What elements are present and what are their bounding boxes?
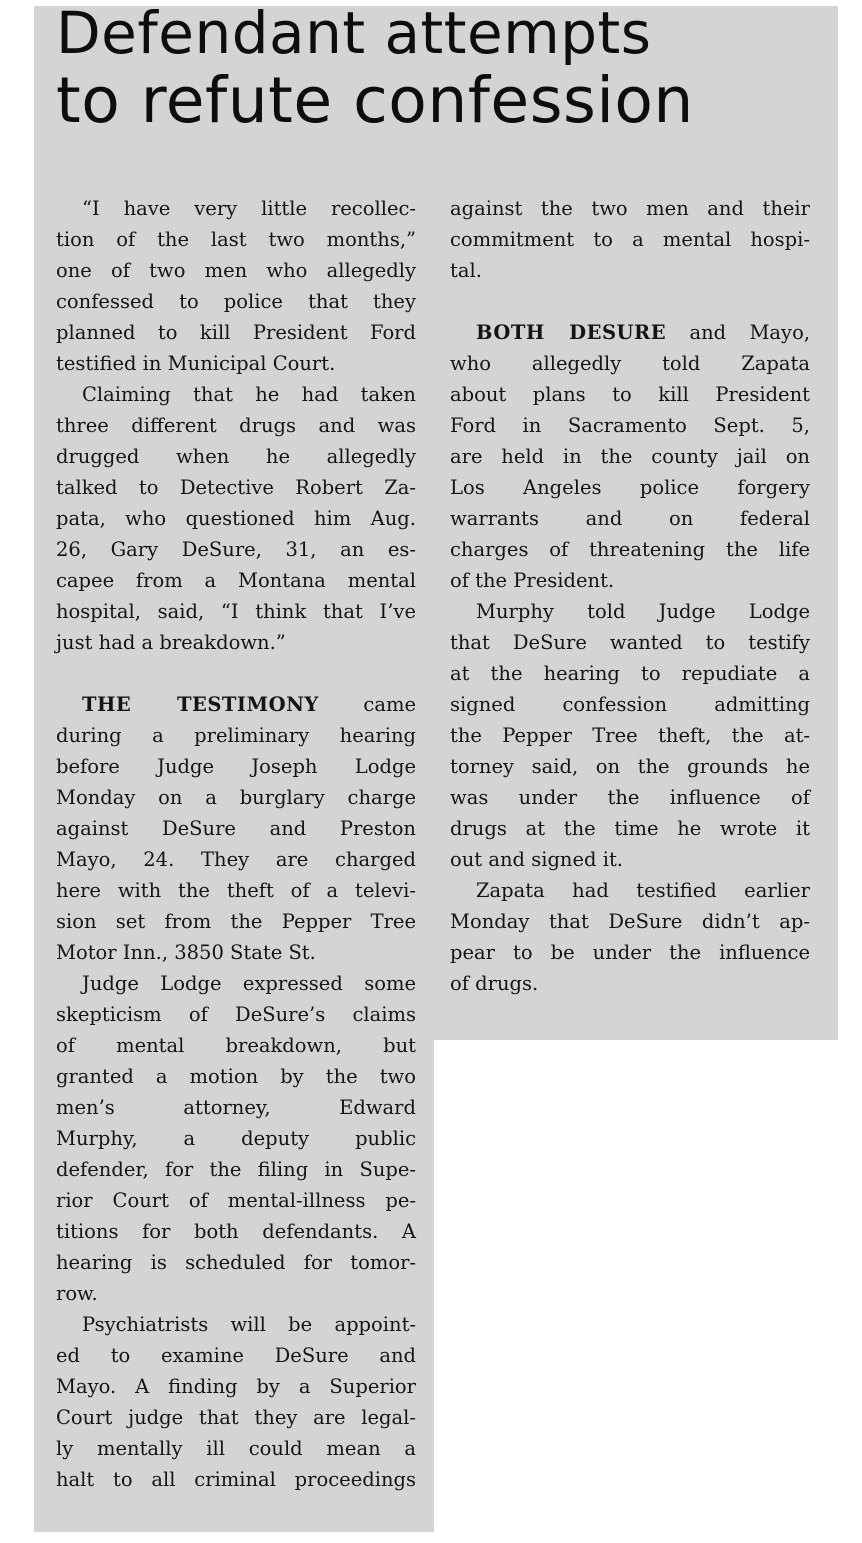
text-line: granted a motion by the two <box>56 1065 416 1088</box>
text-line: hearing is scheduled for tomor- <box>56 1251 416 1274</box>
article-column-right <box>450 193 810 999</box>
text-line <box>450 317 810 348</box>
text-fragment: and Mayo, <box>689 321 811 344</box>
text-line: sion set from the Pepper Tree <box>56 910 416 933</box>
text-line: signed confession admitting <box>450 693 810 716</box>
paragraph-gap <box>56 658 416 689</box>
text-line: that DeSure wanted to testify <box>450 631 810 654</box>
text-line: before Judge Joseph Lodge <box>56 755 416 778</box>
text-line: Monday on a burglary charge <box>56 786 416 809</box>
text-line: men’s attorney, Edward <box>56 1096 416 1119</box>
text-line: titions for both defendants. A <box>56 1220 416 1243</box>
paragraph <box>56 193 416 379</box>
text-line: talked to Detective Robert Za- <box>56 476 416 499</box>
text-line: commitment to a mental hospi- <box>450 228 810 251</box>
text-line: tion of the last two months,” <box>56 228 416 251</box>
text-line: Court judge that they are legal- <box>56 1406 416 1429</box>
text-line: confessed to police that they <box>56 290 416 313</box>
text-line: the Pepper Tree theft, the at- <box>450 724 810 747</box>
paragraph <box>450 193 810 286</box>
paragraph-gap <box>450 286 810 317</box>
text-line: at the hearing to repudiate a <box>450 662 810 685</box>
paragraph <box>56 1309 416 1495</box>
text-line: drugged when he allegedly <box>56 445 416 468</box>
text-line: planned to kill President Ford <box>56 321 416 344</box>
text-line: of the President. <box>450 569 615 592</box>
paragraph <box>450 875 810 999</box>
text-line: here with the theft of a televi- <box>56 879 416 902</box>
text-line: pata, who questioned him Aug. <box>56 507 416 530</box>
text-line: was under the influence of <box>450 786 810 809</box>
text-line: out and signed it. <box>450 848 623 871</box>
text-line: three different drugs and was <box>56 414 416 437</box>
text-line: about plans to kill President <box>450 383 810 406</box>
text-line: Murphy told Judge Lodge <box>476 600 810 623</box>
text-line: Psychiatrists will be appoint- <box>82 1313 416 1336</box>
text-line: drugs at the time he wrote it <box>450 817 810 840</box>
text-line: Motor Inn., 3850 State St. <box>56 941 316 964</box>
text-line <box>56 689 416 720</box>
headline-line-1: Defendant attempts <box>56 0 652 67</box>
paragraph <box>56 689 416 968</box>
text-line: tal. <box>450 259 482 282</box>
text-line: halt to all criminal proceedings <box>56 1468 416 1491</box>
article-headline <box>56 0 826 137</box>
text-line: of drugs. <box>450 972 539 995</box>
section-kicker: BOTH DESURE <box>476 321 667 344</box>
article-column-left <box>56 193 416 1495</box>
text-line: Los Angeles police forgery <box>450 476 810 499</box>
text-line: charges of threatening the life <box>450 538 810 561</box>
text-line: against DeSure and Preston <box>56 817 416 840</box>
text-line: hospital, said, “I think that I’ve <box>56 600 416 623</box>
text-line: 26, Gary DeSure, 31, an es- <box>56 538 416 561</box>
headline-line-2: to refute confession <box>56 64 694 137</box>
text-line: one of two men who allegedly <box>56 259 416 282</box>
text-line: Claiming that he had taken <box>82 383 416 406</box>
paragraph <box>56 379 416 658</box>
text-line: Ford in Sacramento Sept. 5, <box>450 414 810 437</box>
text-fragment: came <box>363 693 416 716</box>
paragraph <box>56 968 416 1309</box>
text-line: Mayo, 24. They are charged <box>56 848 416 871</box>
text-line: torney said, on the grounds he <box>450 755 810 778</box>
text-line: pear to be under the influence <box>450 941 810 964</box>
text-line: Judge Lodge expressed some <box>82 972 416 995</box>
text-line: Zapata had testified earlier <box>476 879 810 902</box>
text-line: warrants and on federal <box>450 507 810 530</box>
text-line: who allegedly told Zapata <box>450 352 810 375</box>
text-line: ly mentally ill could mean a <box>56 1437 416 1460</box>
text-line: Mayo. A finding by a Superior <box>56 1375 416 1398</box>
text-line: “I have very little recollec- <box>82 197 416 220</box>
text-line: testified in Municipal Court. <box>56 352 336 375</box>
text-line: capee from a Montana mental <box>56 569 416 592</box>
text-line: row. <box>56 1282 98 1305</box>
paragraph <box>450 317 810 596</box>
text-line: rior Court of mental-illness pe- <box>56 1189 416 1212</box>
text-line: against the two men and their <box>450 197 810 220</box>
paragraph <box>450 596 810 875</box>
text-line: Murphy, a deputy public <box>56 1127 416 1150</box>
section-kicker: THE TESTIMONY <box>82 693 319 716</box>
text-line: during a preliminary hearing <box>56 724 416 747</box>
text-line: of mental breakdown, but <box>56 1034 416 1057</box>
text-line: skepticism of DeSure’s claims <box>56 1003 416 1026</box>
text-line: are held in the county jail on <box>450 445 810 468</box>
text-line: defender, for the filing in Supe- <box>56 1158 416 1181</box>
text-line: ed to examine DeSure and <box>56 1344 416 1367</box>
text-line: Monday that DeSure didn’t ap- <box>450 910 810 933</box>
text-line: just had a breakdown.” <box>56 631 286 654</box>
